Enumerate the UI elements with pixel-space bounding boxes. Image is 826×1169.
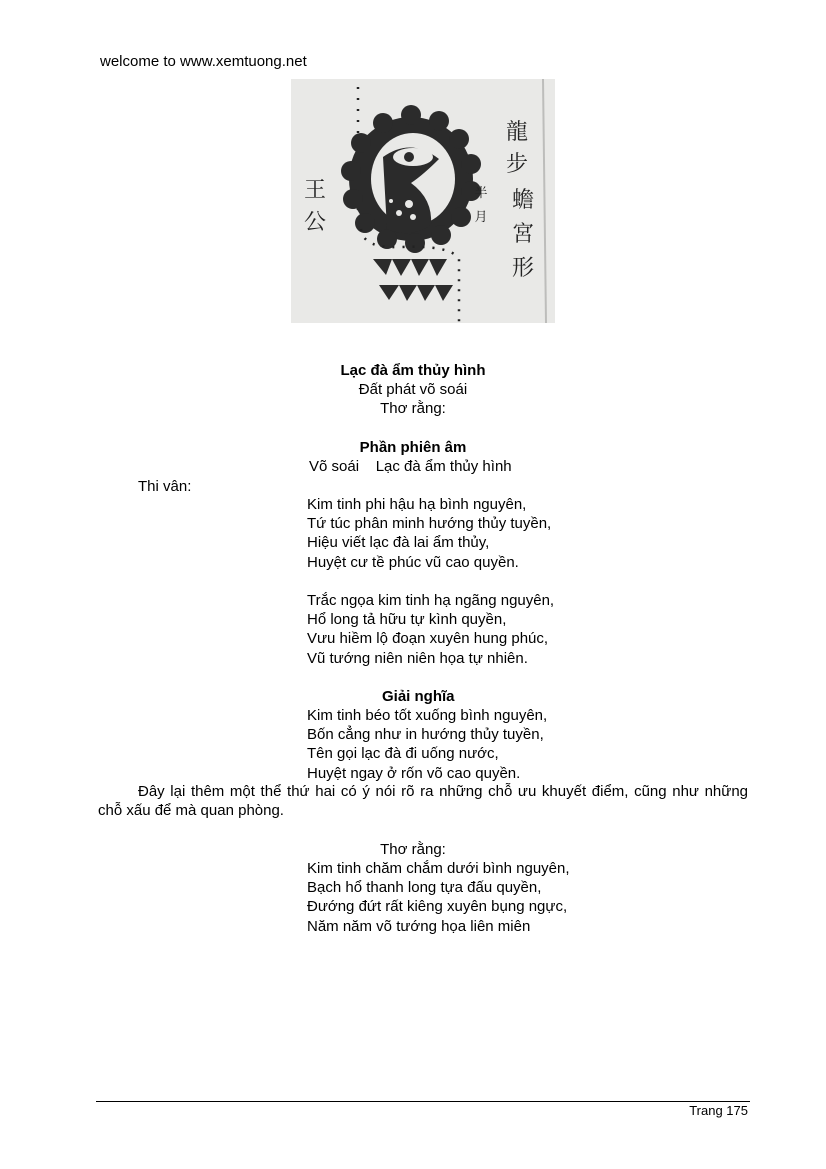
title: Lạc đà ẩm thủy hình bbox=[340, 362, 486, 379]
mid-label-char-2: 月 bbox=[474, 210, 488, 225]
poem-line: Kim tinh béo tốt xuống bình nguyên, bbox=[307, 707, 548, 724]
left-label-char-2: 公 bbox=[303, 210, 327, 235]
vertical-title-char-4: 宮 bbox=[511, 222, 535, 247]
poem-line: Tên gọi lạc đà đi uống nước, bbox=[307, 745, 499, 763]
stanza-2 bbox=[307, 591, 554, 668]
vertical-title-char-5: 形 bbox=[511, 256, 535, 281]
poem-line: Bốn cẳng như in hướng thủy tuyền, bbox=[307, 726, 544, 744]
vertical-title-char-2: 步 bbox=[505, 152, 529, 177]
page-number: Trang 175 bbox=[689, 1103, 748, 1118]
poem-line: Năm năm võ tướng họa liên miên bbox=[307, 917, 531, 935]
poem-line: Huyệt ngay ở rốn võ cao quyền. bbox=[307, 764, 521, 782]
poem-line: Hiệu viết lạc đà lai ẩm thủy, bbox=[307, 534, 490, 552]
poem-line: Trắc ngọa kim tinh hạ ngãng nguyên, bbox=[307, 592, 555, 609]
vertical-title-char-3: 蟾 bbox=[511, 188, 535, 213]
thi-van-label: Thi vân: bbox=[138, 478, 192, 495]
giai-nghia-heading: Giải nghĩa bbox=[382, 688, 455, 705]
subtitle: Đất phát võ soái bbox=[358, 381, 468, 398]
poem-line: Hổ long tả hữu tự kình quyền, bbox=[307, 611, 507, 629]
poem-line: Huyệt cư tề phúc vũ cao quyền. bbox=[307, 553, 519, 571]
stanza-1 bbox=[307, 495, 551, 572]
poem-line: Kim tinh phi hậu hạ bình nguyên, bbox=[307, 496, 527, 513]
tho-rang-label-2: Thơ rằng: bbox=[380, 841, 446, 858]
poem-line: Đướng đứt rất kiêng xuyên bụng ngực, bbox=[307, 898, 568, 916]
poem-line: Tứ túc phân minh hướng thủy tuyền, bbox=[307, 515, 552, 533]
feng-shui-figure bbox=[291, 79, 555, 323]
poem-line: Vũ tướng niên niên họa tự nhiên. bbox=[307, 649, 528, 667]
phien-am-heading: Phần phiên âm bbox=[359, 439, 467, 456]
poem-line: Kim tinh chăm chắm dưới bình nguyên, bbox=[307, 860, 570, 877]
site-header: welcome to www.xemtuong.net bbox=[100, 53, 307, 70]
explanation-paragraph: Đây lại thêm một thể thứ hai có ý nói rõ ra những chỗ ưu khuyết điểm, cũng như những chỗ xấu để mà quan phòng. bbox=[98, 783, 748, 819]
poem-line: Bạch hổ thanh long tựa đấu quyền, bbox=[307, 879, 542, 897]
vertical-title-char-1: 龍 bbox=[505, 120, 529, 145]
left-label-char-1: 王 bbox=[303, 178, 327, 203]
phien-am-subheading: Võ soái Lạc đà ẩm thủy hình bbox=[309, 458, 512, 475]
tho-rang-label: Thơ rằng: bbox=[380, 400, 446, 417]
poem-line: Vưu hiềm lộ đoạn xuyên hung phúc, bbox=[307, 630, 549, 648]
stanza-3 bbox=[307, 706, 547, 783]
stanza-4 bbox=[307, 859, 570, 936]
footer-divider bbox=[96, 1101, 750, 1102]
mid-label-char-1: 半 bbox=[474, 186, 488, 201]
